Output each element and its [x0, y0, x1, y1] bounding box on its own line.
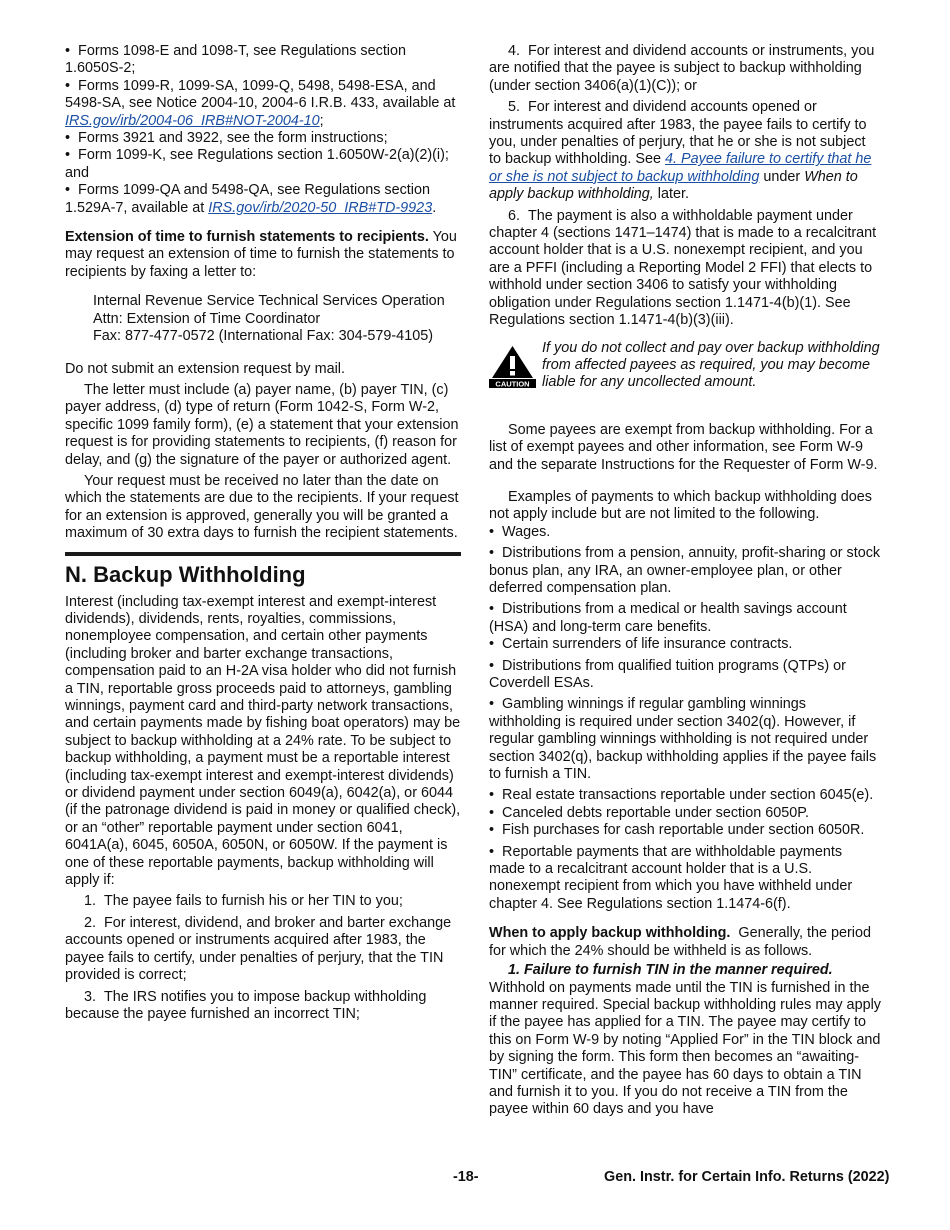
numbered-item: 2. For interest, dividend, and broker and barter exchange accounts opened or instruments acquired after 1983, the payee fails to certify, under penalties of perjury, that the TIN provided is correct;	[65, 914, 452, 984]
extension-text: You may request an extension of time to furnish the statements to recipients by faxing a letter to:	[65, 229, 457, 280]
list-item: • Distributions from a pension, annuity, profit-sharing or stock bonus plan, any IRA, an owner-employee plan, or other deferred compensation plan.	[489, 545, 881, 597]
extension-paragraph	[65, 229, 461, 281]
failure-paragraph	[489, 962, 881, 1119]
caution-block	[489, 340, 881, 392]
document-title: Gen. Instr. for Certain Info. Returns (2022)	[604, 1169, 890, 1185]
list-item: • Fish purchases for cash reportable under section 6050R.	[489, 822, 881, 839]
caution-label: CAUTION	[495, 379, 530, 388]
payee-failure-link[interactable]: 4. Payee failure to certify that he or she is not subject to backup withholding	[489, 151, 872, 185]
list-item: • Certain surrenders of life insurance contracts.	[489, 636, 881, 653]
no-mail-note: Do not submit an extension request by mail.	[65, 360, 345, 377]
caution-text: If you do not collect and pay over backup withholding from affected payees as required, you may become liable for any uncollected amount.	[542, 339, 880, 391]
failure-heading: 1. Failure to furnish TIN in the manner required.	[508, 962, 833, 979]
when-heading: When to apply backup withholding.	[489, 925, 731, 942]
numbered-item: 3. The IRS notifies you to impose backup withholding because the payee furnished an incorrect TIN;	[65, 988, 427, 1022]
extension-heading: Extension of time to furnish statements to recipients.	[65, 229, 429, 246]
list-item-text: .	[432, 199, 437, 216]
irs-link-td-9923[interactable]: IRS.gov/irb/2020-50_IRB#TD-9923	[208, 199, 433, 216]
address-line: Attn: Extension of Time Coordinator	[93, 310, 321, 327]
list-item: • Reportable payments that are withholdable payments made to a recalcitrant account holder that is a U.S. nonexempt recipient from which you have withheld under chapter 4. See Regulations section 1.1474-6(f).	[489, 844, 881, 914]
list-item: • Real estate transactions reportable under section 6045(e).	[489, 787, 881, 804]
numbered-item	[489, 99, 881, 203]
list-item-text: Forms 1099-QA and 5498-QA, see Regulations section 1.529A-7, available at	[65, 182, 431, 216]
backup-intro: Interest (including tax-exempt interest and exempt-interest dividends), dividends, rents, royalties, commissions, nonemployee compensation, and certain other payments (including broker and barter exchange transactions, compensation paid to an H-2A visa holder who did not furnish a TIN, reportable gross proceeds paid to attorneys, gambling winnings, payment card and third-party network transactions, and certain payments made by fishing boat operators) may be subject to backup withholding at a 24% rate. To be subject to backup withholding, a payment must be a reportable interest (including tax-exempt interest and exempt-interest dividends) or dividend payment under section 6049(a), 6042(a), or 6044 (if the patronage dividend is paid in money or qualified check), or an “other” reportable payment under section 6041, 6041A(a), 6045, 6050A, 6050N, or 6050W. If the payment is one of these reportable payments, backup withholding will apply if:	[65, 593, 461, 889]
list-item	[65, 78, 461, 130]
list-item-text: ;	[319, 112, 324, 129]
exempt-payees: Some payees are exempt from backup withholding. For a list of exempt payees and other information, see Form W-9 and the separate Instructions for the Requester of Form W-9.	[489, 421, 878, 473]
list-item: • Canceled debts reportable under section 6050P.	[489, 805, 881, 822]
numbered-item: 6. The payment is also a withholdable payment under chapter 4 (sections 1471–1474) that is made to a recalcitrant account holder that is a U.S. nonexempt recipient, and you are a PFFI (including a Reporting Model 2 FFI) that elects to withhold under section 3406 to satisfy your withholding obligation under Regulations section 1.1471-4(b)(1). See Regulations section 1.1471-4(b)(3)(iii).	[489, 207, 877, 329]
when-text: Generally, the period for which the 24% should be withheld is as follows.	[489, 925, 871, 959]
examples-intro: Examples of payments to which backup withholding does not apply include but are not limited to the following.	[489, 488, 872, 523]
caution-icon	[489, 344, 536, 388]
list-item: • Form 1099-K, see Regulations section 1.6050W-2(a)(2)(i); and	[65, 147, 461, 182]
when-to-apply	[489, 925, 881, 960]
mailing-address	[93, 293, 461, 345]
list-item: • Forms 3921 and 3922, see the form instructions;	[65, 130, 461, 147]
list-item-text: Forms 1099-R, 1099-SA, 1099-Q, 5498, 5498-ESA, and 5498-SA, see Notice 2004-10, 2004-6 I.R.B. 433, available at	[65, 77, 456, 112]
failure-text: Withhold on payments made until the TIN is furnished in the manner required. Special backup withholding rules may apply if the payee has applied for a TIN. The payee may certify to this on Form W-9 by noting “Applied For” in the TIN block and by signing the form. This form then becomes an “awaiting-TIN” certificate, and the payee has 60 days to obtain a TIN and furnish it to you. If you do not receive a TIN from the payee within 60 days and you have	[489, 979, 881, 1118]
numbered-item: 1. The payee fails to furnish his or her TIN to you;	[84, 893, 403, 910]
address-line: Internal Revenue Service Technical Services Operation	[93, 293, 445, 310]
left-column	[65, 43, 461, 1023]
letter-requirements: The letter must include (a) payer name, (b) payer TIN, (c) payer address, (d) type of return (Form 1042-S, Form W-2, specific 1099 family form), (e) a statement that your extension request is for providing statements to recipients, (f) reason for delay, and (g) the signature of the payer or authorized agent.	[65, 381, 459, 468]
list-item: • Distributions from qualified tuition programs (QTPs) or Coverdell ESAs.	[489, 658, 881, 693]
list-item: • Distributions from a medical or health savings account (HSA) and long-term care benefits.	[489, 601, 881, 636]
item-text: under	[759, 168, 805, 185]
request-deadline: Your request must be received no later than the date on which the statements are due to the recipients. If your request for an extension is approved, generally you will be granted a maximum of 30 extra days to furnish the recipient statements.	[65, 472, 459, 542]
numbered-item: 4. For interest and dividend accounts or instruments, you are notified that the payee is subject to backup withholding (under section 3406(a)(1)(C)); or	[489, 43, 875, 94]
section-divider	[65, 552, 461, 556]
list-item: • Forms 1098-E and 1098-T, see Regulations section 1.6050S-2;	[65, 43, 461, 78]
irs-link-not-2004-10[interactable]: IRS.gov/irb/2004-06_IRB#NOT-2004-10	[65, 112, 320, 129]
list-item: • Gambling winnings if regular gambling winnings withholding is required under section 3402(q). However, if regular gambling winnings withholding is not required under section 3402(q), backup withholding applies if the payee fails to furnish a TIN.	[489, 696, 881, 783]
address-line: Fax: 877-477-0572 (International Fax: 304-579-4105)	[93, 328, 433, 345]
item-text: 5. For interest and dividend accounts opened or instruments acquired after 1983, the payee fails to certify to you, under penalties of perjury, that he or she is not subject to backup withholding. See	[489, 99, 867, 168]
item-italic: When to apply backup withholding,	[489, 168, 858, 203]
page-number: -18-	[453, 1169, 479, 1185]
item-text: later.	[653, 186, 690, 203]
list-item: • Wages.	[489, 524, 881, 541]
section-title: N. Backup Withholding	[65, 561, 306, 587]
right-column	[489, 43, 881, 1119]
list-item	[65, 182, 461, 217]
